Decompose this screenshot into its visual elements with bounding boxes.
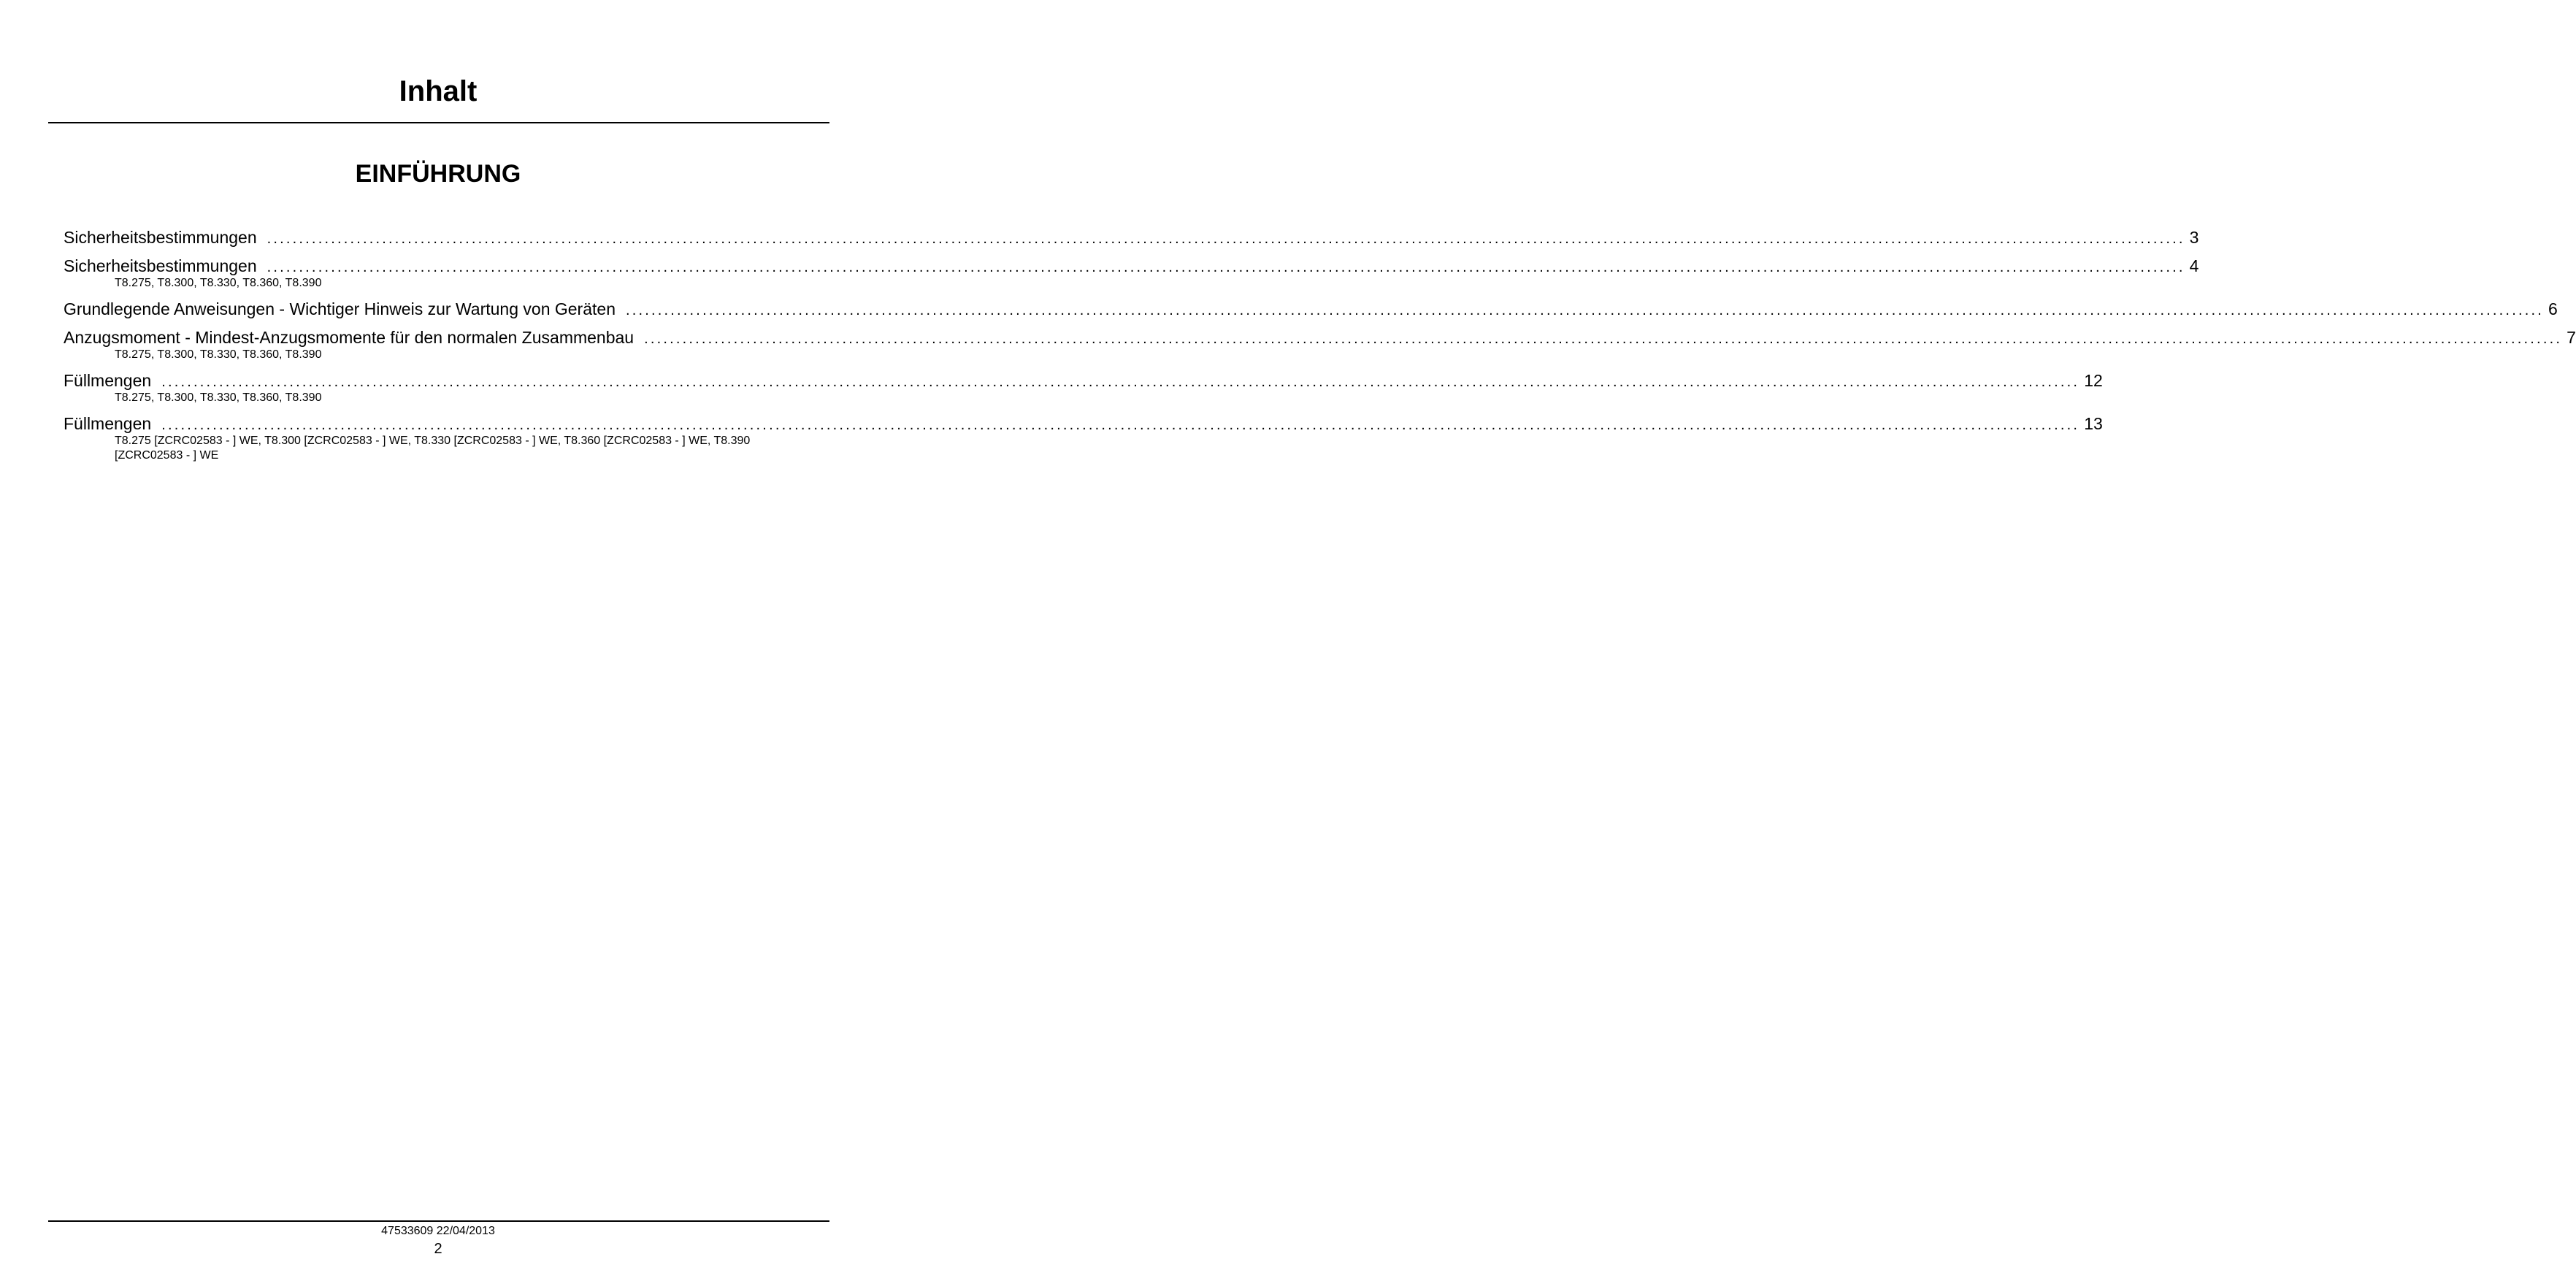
toc-entry[interactable]	[64, 370, 2103, 405]
footer-page-number: 2	[434, 1241, 442, 1257]
toc-entry[interactable]	[64, 226, 2199, 250]
toc-entry-page[interactable]: 3	[2189, 228, 2199, 247]
toc-entry-models: T8.275, T8.300, T8.330, T8.360, T8.390	[115, 277, 322, 289]
toc-entry-page[interactable]: 6	[2548, 299, 2558, 318]
header-divider	[48, 122, 829, 123]
toc-entry-page[interactable]: 12	[2084, 371, 2103, 390]
toc-entry-page[interactable]: 13	[2084, 414, 2103, 433]
toc-entry-page[interactable]: 4	[2189, 256, 2199, 275]
toc-dot-leader: ............................................................................................................................................................................................................................................................................................................	[161, 417, 2080, 433]
toc-entry-models: T8.275, T8.300, T8.330, T8.360, T8.390	[115, 348, 322, 361]
toc-entry[interactable]	[64, 255, 2199, 291]
toc-entry[interactable]	[64, 326, 2576, 362]
page-title: Inhalt	[399, 75, 478, 107]
toc-entry-title[interactable]: Füllmengen	[64, 371, 152, 390]
toc-entry-title[interactable]: Grundlegende Anweisungen - Wichtiger Hinweis zur Wartung von Geräten	[64, 299, 616, 318]
footer-document-code: 47533609 22/04/2013	[381, 1225, 495, 1237]
toc-entry-models: T8.275 [ZCRC02583 - ] WE, T8.300 [ZCRC02583 - ] WE, T8.330 [ZCRC02583 - ] WE, T8.360 [ZCRC02583 - ] WE, T8.390 [ZCRC02583 - ] WE	[115, 435, 751, 462]
toc-entry-models: T8.275, T8.300, T8.330, T8.360, T8.390	[115, 391, 322, 404]
toc-dot-leader: ............................................................................................................................................................................................................................................................................................................	[161, 374, 2080, 390]
toc-entry[interactable]	[64, 413, 2103, 463]
toc-entry-title[interactable]: Sicherheitsbestimmungen	[64, 228, 257, 247]
toc-dot-leader: ............................................................................................................................................................................................................................................................................................................	[267, 231, 2185, 247]
toc-entry-title[interactable]: Anzugsmoment - Mindest-Anzugsmomente für den normalen Zusammenbau	[64, 328, 635, 347]
toc-entry-page[interactable]: 7	[2567, 328, 2576, 347]
toc-dot-leader: ............................................................................................................................................................................................................................................................................................................	[644, 331, 2563, 347]
toc-entry[interactable]	[64, 298, 2558, 321]
toc-dot-leader: ............................................................................................................................................................................................................................................................................................................	[625, 302, 2544, 318]
toc-entry-title[interactable]: Füllmengen	[64, 414, 152, 433]
section-title: EINFÜHRUNG	[355, 160, 521, 188]
toc-entry-title[interactable]: Sicherheitsbestimmungen	[64, 256, 257, 275]
table-of-contents	[64, 226, 2576, 470]
footer-divider	[48, 1220, 829, 1222]
toc-dot-leader: ............................................................................................................................................................................................................................................................................................................	[267, 259, 2185, 275]
